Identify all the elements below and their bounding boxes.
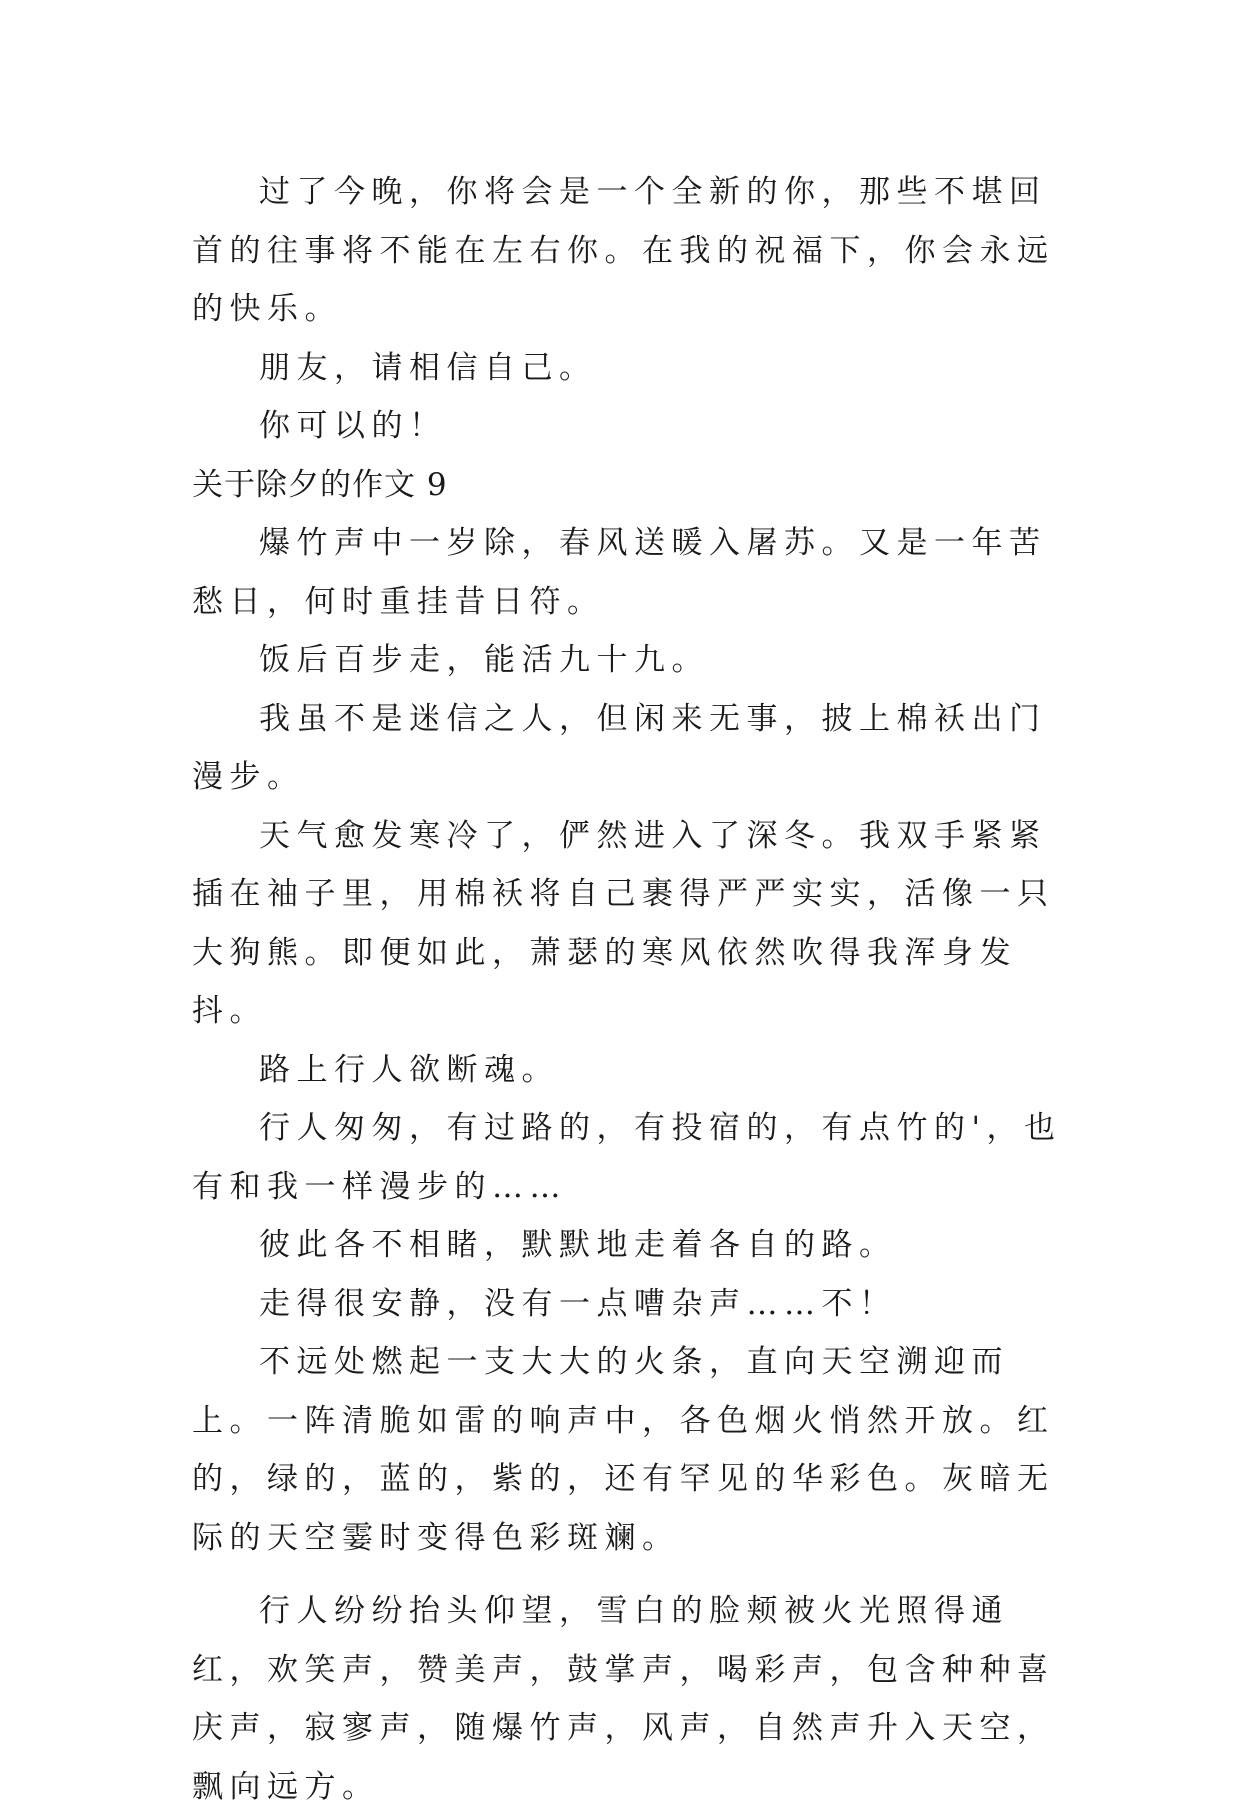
- paragraph: 我虽不是迷信之人，但闲来无事，披上棉袄出门漫步。: [192, 700, 1047, 795]
- paragraph: 天气愈发寒冷了，俨然进入了深冬。我双手紧紧插在袖子里，用棉袄将自己裹得严严实实，活像一只大狗熊。即便如此，萧瑟的寒风依然吹得我浑身发抖。: [192, 817, 1055, 1029]
- paragraph: 爆竹声中一岁除，春风送暖入屠苏。又是一年苦愁日，何时重挂昔日符。: [192, 525, 1047, 620]
- paragraph: 朋友，请相信自己。: [259, 349, 597, 386]
- paragraph: 走得很安静，没有一点嘈杂声……不！: [259, 1285, 897, 1322]
- paragraph: 彼此各不相睹，默默地走着各自的路。: [259, 1227, 897, 1263]
- paragraph: 饭后百步走，能活九十九。: [259, 642, 709, 678]
- paragraph: 过了今晚，你将会是一个全新的你，那些不堪回首的往事将不能在左右你。在我的祝福下，你会永远的快乐。: [192, 174, 1055, 327]
- paragraph: 行人纷纷抬头仰望，雪白的脸颊被火光照得通红，欢笑声，赞美声，鼓掌声，喝彩声，包含种种喜庆声，寂寥声，随爆竹声，风声，自然声升入天空，飘向远方。: [192, 1593, 1055, 1805]
- paragraph: 不远处燃起一支大大的火条，直向天空溯迎而上。一阵清脆如雷的响声中，各色烟火悄然开放。红的，绿的，蓝的，紫的，还有罕见的华彩色。灰暗无际的天空霎时变得色彩斑斓。: [192, 1344, 1055, 1556]
- section-heading: 关于除夕的作文 9: [192, 466, 448, 503]
- paragraph: 你可以的！: [259, 408, 447, 444]
- paragraph-gap: [192, 1567, 1062, 1582]
- paragraph: 路上行人欲断魂。: [259, 1051, 559, 1088]
- paragraph: 行人匆匆，有过路的，有投宿的，有点竹的'，也有和我一样漫步的……: [192, 1110, 1062, 1205]
- document-body: [192, 163, 1062, 1816]
